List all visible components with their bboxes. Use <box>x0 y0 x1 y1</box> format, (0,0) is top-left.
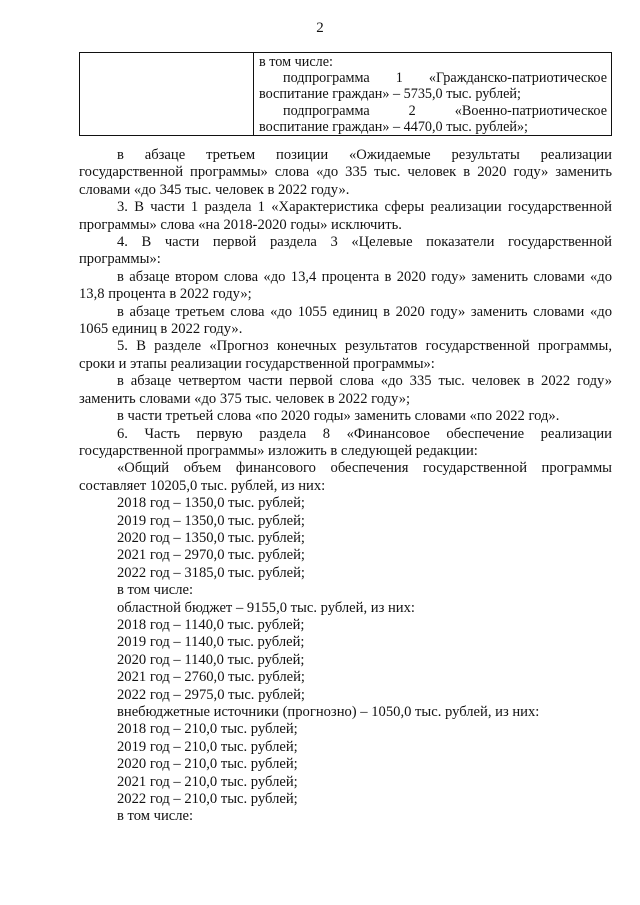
list-item: в том числе: <box>117 582 194 599</box>
paragraph: в абзаце третьем позиции «Ожидаемые результаты реализации государственной программы» слова «до 335 тыс. человек в 2020 году» заменить словами «до 345 тыс. человек в 2022 году». <box>79 147 612 198</box>
paragraph: в абзаце четвертом части первой слова «до 335 тыс. человек в 2022 году» заменить словами «до 375 тыс. человек в 2022 году»; <box>79 373 612 407</box>
paragraph: 6. Часть первую раздела 8 «Финансовое обеспечение реализации государственной программы» изложить в следующей редакции: <box>79 425 612 459</box>
list-item: 2019 год – 210,0 тыс. рублей; <box>117 738 298 755</box>
table-line: подпрограмма 1 «Гражданско-патриотическое воспитание граждан» – 5735,0 тыс. рублей; <box>259 70 607 103</box>
table-line: подпрограмма 2 «Военно-патриотическое воспитание граждан» – 4470,0 тыс. рублей»; <box>259 102 607 135</box>
table-empty-cell <box>80 53 254 135</box>
table-line: в том числе: <box>259 54 333 70</box>
list-item: 2022 год – 210,0 тыс. рублей; <box>117 791 298 808</box>
list-item: областной бюджет – 9155,0 тыс. рублей, из них: <box>117 599 415 616</box>
paragraph: 4. В части первой раздела 3 «Целевые показатели государственной программы»: <box>79 234 612 268</box>
list-item: внебюджетные источники (прогнозно) – 1050,0 тыс. рублей, из них: <box>117 704 540 720</box>
paragraph: в абзаце втором слова «до 13,4 процента в 2020 году» заменить словами «до 13,8 процента в 2022 году»; <box>79 268 612 303</box>
list-item: 2018 год – 1140,0 тыс. рублей; <box>117 616 305 633</box>
list-item: 2018 год – 210,0 тыс. рублей; <box>117 721 298 738</box>
list-item: 2020 год – 1350,0 тыс. рублей; <box>117 529 305 546</box>
paragraph: «Общий объем финансового обеспечения государственной программы составляет 10205,0 тыс. рублей, из них: <box>79 460 612 494</box>
list-item: 2022 год – 2975,0 тыс. рублей; <box>117 686 305 703</box>
list-item: 2019 год – 1350,0 тыс. рублей; <box>117 512 305 529</box>
document-body <box>79 147 612 826</box>
paragraph: 5. В разделе «Прогноз конечных результатов государственной программы, сроки и этапы реализации государственной программы»: <box>79 338 612 372</box>
list-item: 2020 год – 1140,0 тыс. рублей; <box>117 651 305 668</box>
list-item: 2018 год – 1350,0 тыс. рублей; <box>117 495 305 512</box>
list-item: 2021 год – 2970,0 тыс. рублей; <box>117 547 305 564</box>
list-item: 2022 год – 3185,0 тыс. рублей; <box>117 564 305 581</box>
list-item: 2021 год – 2760,0 тыс. рублей; <box>117 669 305 686</box>
paragraph: 3. В части 1 раздела 1 «Характеристика сферы реализации государственной программы» слова «на 2018-2020 годы» исключить. <box>79 199 612 233</box>
table-text-cell <box>253 53 611 135</box>
list-item: 2021 год – 210,0 тыс. рублей; <box>117 773 298 790</box>
page-number: 2 <box>316 20 324 36</box>
paragraph: в части третьей слова «по 2020 годы» заменить словами «по 2022 год». <box>117 408 560 425</box>
list-item: 2020 год – 210,0 тыс. рублей; <box>117 756 298 773</box>
list-item: в том числе: <box>117 808 194 825</box>
list-item: 2019 год – 1140,0 тыс. рублей; <box>117 634 305 651</box>
paragraph: в абзаце третьем слова «до 1055 единиц в 2020 году» заменить словами «до 1065 единиц в 2022 году». <box>79 303 612 338</box>
table-fragment <box>79 52 612 136</box>
